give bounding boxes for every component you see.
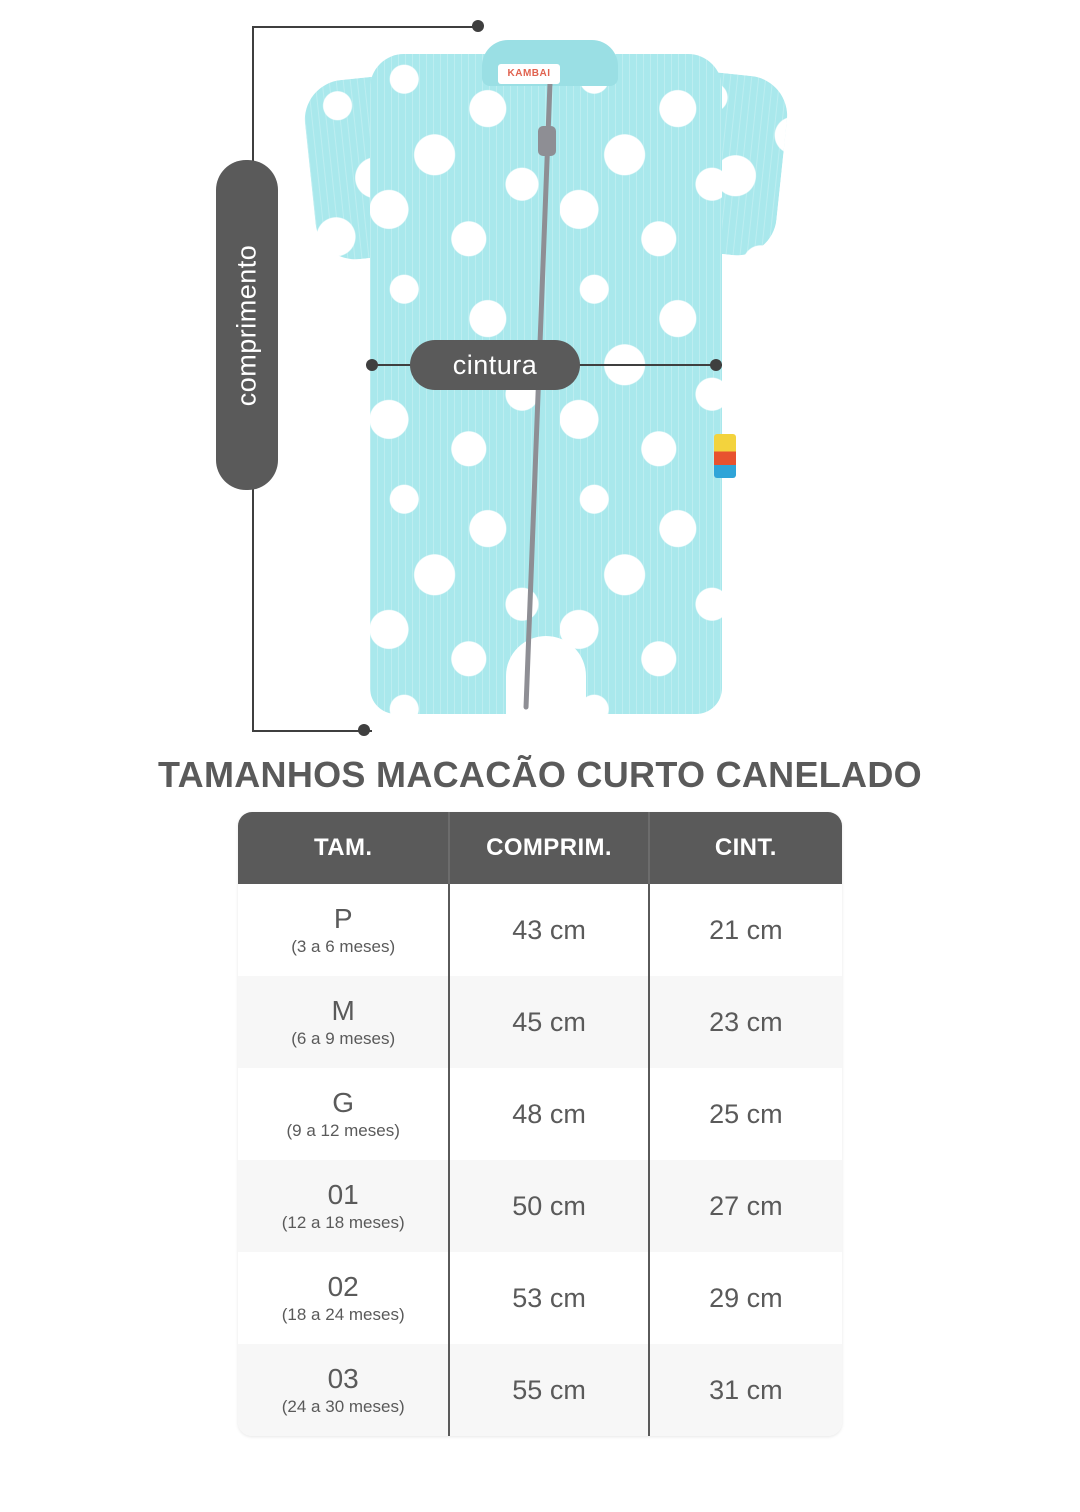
size-age-range: (12 a 18 meses) [281, 1213, 405, 1233]
size-name: 03 [327, 1362, 359, 1394]
table-row [238, 1068, 842, 1160]
size-name: 02 [327, 1270, 359, 1302]
cell-length: 45 cm [449, 976, 648, 1068]
size-age-range: (6 a 9 meses) [291, 1029, 396, 1049]
size-table-container [238, 812, 842, 1436]
header-size: TAM. [238, 812, 449, 884]
cell-waist: 21 cm [649, 884, 842, 976]
page-title: TAMANHOS MACACÃO CURTO CANELADO [158, 754, 922, 795]
waist-label-text: cintura [452, 349, 538, 380]
leg-opening [506, 636, 586, 720]
side-tag [714, 434, 736, 478]
zipper-pull-icon [538, 126, 556, 156]
cell-size [238, 1068, 449, 1160]
length-label-pill [216, 160, 278, 490]
cell-size [238, 976, 449, 1068]
cell-size [238, 884, 449, 976]
cell-waist: 31 cm [649, 1344, 842, 1436]
cell-waist: 27 cm [649, 1160, 842, 1252]
length-bottom-point-icon [358, 724, 370, 736]
size-name: G [332, 1086, 355, 1118]
cell-length: 55 cm [449, 1344, 648, 1436]
table-header-row [238, 812, 842, 884]
cell-size [238, 1252, 449, 1344]
cell-length: 50 cm [449, 1160, 648, 1252]
cell-waist: 23 cm [649, 976, 842, 1068]
length-top-guide [252, 26, 480, 28]
table-row [238, 1160, 842, 1252]
brand-label: KAMBAI [498, 64, 560, 84]
length-bottom-guide [252, 730, 372, 732]
size-table-body [238, 884, 842, 1436]
waist-left-point-icon [366, 359, 378, 371]
size-age-range: (9 a 12 meses) [286, 1121, 400, 1141]
size-age-range: (24 a 30 meses) [281, 1397, 405, 1417]
size-name: M [331, 994, 355, 1026]
table-row [238, 976, 842, 1068]
cell-length: 48 cm [449, 1068, 648, 1160]
size-name: 01 [327, 1178, 359, 1210]
cell-length: 53 cm [449, 1252, 648, 1344]
table-row [238, 1344, 842, 1436]
waist-right-point-icon [710, 359, 722, 371]
cell-length: 43 cm [449, 884, 648, 976]
table-row [238, 1252, 842, 1344]
size-table [238, 812, 842, 1436]
cell-waist: 25 cm [649, 1068, 842, 1160]
length-label-text: comprimento [231, 244, 262, 406]
size-table-head [238, 812, 842, 884]
cell-size [238, 1344, 449, 1436]
header-waist: CINT. [649, 812, 842, 884]
table-row [238, 884, 842, 976]
size-age-range: (3 a 6 meses) [291, 937, 396, 957]
size-name: P [333, 902, 353, 934]
length-top-point-icon [472, 20, 484, 32]
header-length: COMPRIM. [449, 812, 648, 884]
cell-size [238, 1160, 449, 1252]
size-age-range: (18 a 24 meses) [281, 1305, 405, 1325]
cell-waist: 29 cm [649, 1252, 842, 1344]
waist-label-pill [410, 340, 580, 390]
